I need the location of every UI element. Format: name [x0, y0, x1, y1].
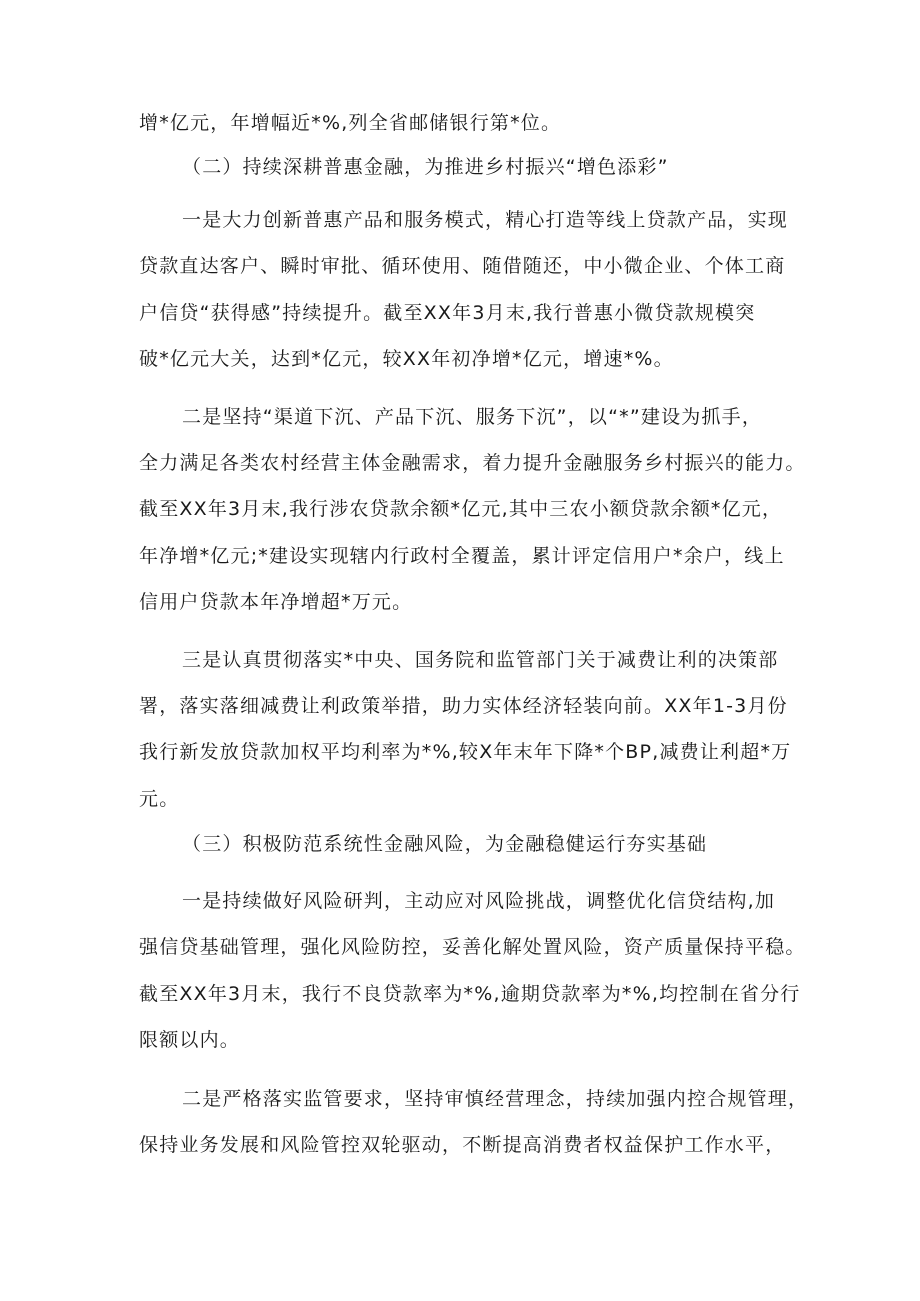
paragraph-line: 年净增*亿元;*建设实现辖内行政村全覆盖，累计评定信用户*余户，线上 — [139, 545, 785, 567]
paragraph-line: 强信贷基础管理，强化风险防控，妥善化解处置风险，资产质量保持平稳。 — [139, 936, 806, 958]
paragraph-line: 署，落实落细减费让利政策举措，助力实体经济轻装向前。XX年1-3月份 — [139, 695, 788, 717]
paragraph-line: 户信贷“获得感”持续提升。截至XX年3月末,我行普惠小微贷款规模突 — [139, 302, 756, 324]
paragraph-line: 截至XX年3月末，我行不良贷款率为*%,逾期贷款率为*%,均控制在省分行 — [139, 983, 801, 1005]
paragraph-line: 三是认真贯彻落实*中央、国务院和监管部门关于减费让利的决策部 — [182, 649, 779, 671]
paragraph-line: 贷款直达客户、瞬时审批、循环使用、随借随还，中小微企业、个体工商 — [139, 255, 786, 277]
paragraph-line: 保持业务发展和风险管控双轮驱动，不断提高消费者权益保护工作水平， — [139, 1134, 786, 1156]
paragraph-line: 一是大力创新普惠产品和服务模式，精心打造等线上贷款产品，实现 — [182, 209, 789, 231]
paragraph-line: 二是坚持“渠道下沉、产品下沉、服务下沉”，以“*”建设为抓手， — [182, 406, 763, 428]
paragraph-line: 破*亿元大关，达到*亿元，较XX年初净增*亿元，增速*%。 — [139, 348, 674, 370]
paragraph-line: 我行新发放贷款加权平均利率为*%,较X年末年下降*个BP,减费让利超*万 — [139, 741, 792, 763]
section-heading-3: （三）积极防范系统性金融风险，为金融稳健运行夯实基础 — [182, 833, 708, 855]
paragraph-line: 限额以内。 — [139, 1029, 241, 1051]
paragraph-line: 元。 — [139, 788, 180, 810]
section-heading-2: （二）持续深耕普惠金融，为推进乡村振兴“增色添彩” — [182, 156, 669, 178]
paragraph-line: 一是持续做好风险研判，主动应对风险挑战，调整优化信贷结构,加 — [182, 890, 776, 912]
paragraph-line: 信用户贷款本年净增超*万元。 — [139, 591, 413, 613]
paragraph-continuation-line: 增*亿元，年增幅近*%,列全省邮储银行第*位。 — [139, 112, 562, 134]
paragraph-line: 截至XX年3月末,我行涉农贷款余额*亿元,其中三农小额贷款余额*亿元， — [139, 498, 783, 520]
paragraph-line: 全力满足各类农村经营主体金融需求，着力提升金融服务乡村振兴的能力。 — [139, 452, 806, 474]
paragraph-line: 二是严格落实监管要求，坚持审慎经营理念，持续加强内控合规管理， — [182, 1088, 809, 1110]
